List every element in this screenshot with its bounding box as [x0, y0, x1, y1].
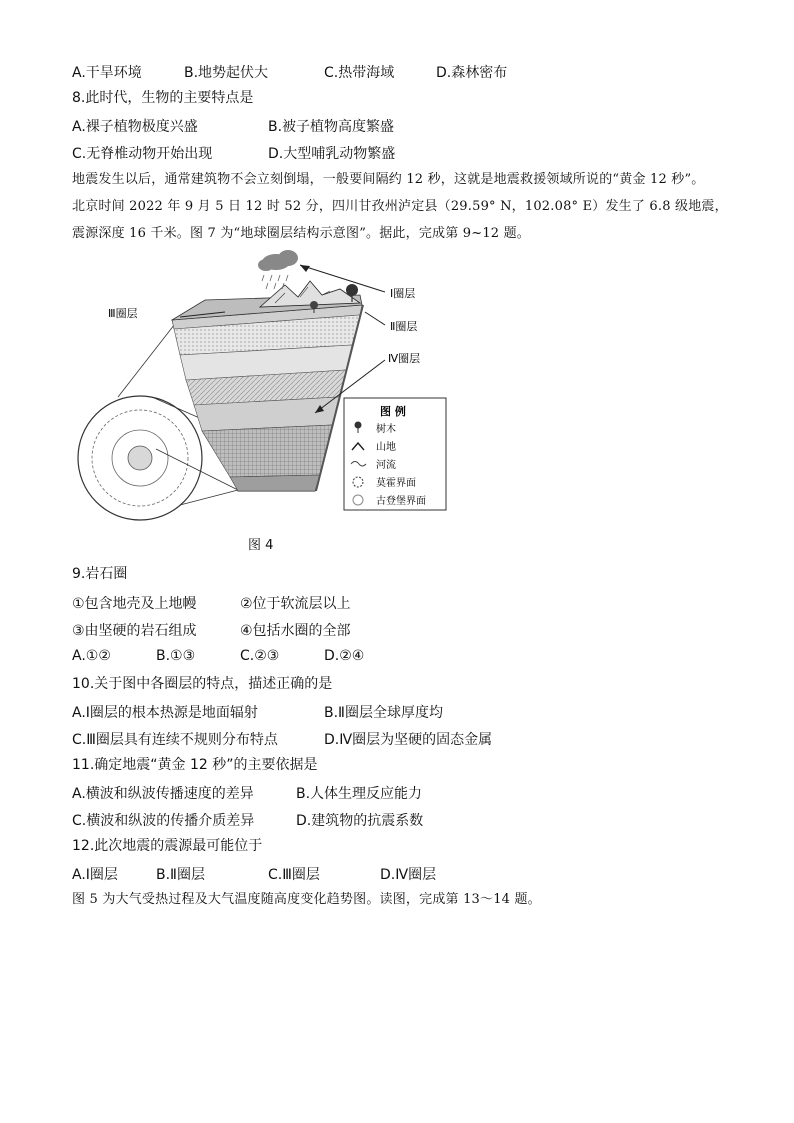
cloud-rain-icon	[258, 250, 298, 289]
q9-option-c[interactable]: C.②③	[240, 648, 280, 664]
q10-stem: 10.关于图中各圈层的特点，描述正确的是	[72, 676, 333, 692]
intro-line-3: 震源深度 16 千米。图 7 为“地球圈层结构示意图”。据此，完成第 9~12 题。	[72, 226, 531, 241]
q11-option-c[interactable]: C.横波和纵波的传播介质差异	[72, 813, 255, 829]
earth-globe	[78, 396, 202, 520]
q8-option-d[interactable]: D.大型哺乳动物繁盛	[268, 146, 396, 162]
q12-option-b[interactable]: B.Ⅱ圈层	[156, 867, 205, 883]
q10-option-a[interactable]: A.Ⅰ圈层的根本热源是地面辐射	[72, 705, 258, 721]
legend-item-moho: 莫霍界面	[376, 478, 416, 489]
q11-option-b[interactable]: B.人体生理反应能力	[296, 786, 423, 802]
q10-option-d[interactable]: D.Ⅳ圈层为坚硬的固态金属	[324, 732, 493, 748]
q7-option-d[interactable]: D.森林密布	[436, 65, 508, 81]
q9-stem: 9.岩石圈	[72, 566, 128, 582]
legend	[344, 398, 446, 510]
q8-option-c[interactable]: C.无脊椎动物开始出现	[72, 146, 213, 162]
earth-layer-diagram	[60, 245, 480, 565]
intro-line-1: 地震发生以后，通常建筑物不会立刻倒塌，一般要间隔约 12 秒，这就是地震救援领域所说的“黄金 12 秒”。	[72, 172, 705, 187]
q12-stem: 12.此次地震的震源最可能位于	[72, 838, 263, 854]
q7-option-b[interactable]: B.地势起伏大	[184, 65, 269, 81]
intro-line-2: 北京时间 2022 年 9 月 5 日 12 时 52 分，四川甘孜州泸定县（29.59° N，102.08° E）发生了 6.8 级地震，	[72, 199, 728, 214]
q9-statement-3: ③由坚硬的岩石组成	[72, 623, 197, 639]
layer2-label: Ⅱ圈层	[390, 320, 418, 333]
legend-title: 图 例	[380, 405, 406, 418]
figure-caption: 图 4	[248, 538, 274, 553]
q11-option-a[interactable]: A.横波和纵波传播速度的差异	[72, 786, 254, 802]
layer3-label: Ⅲ圈层	[108, 307, 138, 320]
q7-option-c[interactable]: C.热带海域	[324, 65, 395, 81]
q12-option-d[interactable]: D.Ⅳ圈层	[380, 867, 437, 883]
q9-option-d[interactable]: D.②④	[324, 648, 365, 664]
q10-option-b[interactable]: B.Ⅱ圈层全球厚度均	[324, 705, 443, 721]
outro-text: 图 5 为大气受热过程及大气温度随高度变化趋势图。读图，完成第 13～14 题。	[72, 892, 541, 907]
q12-option-a[interactable]: A.Ⅰ圈层	[72, 867, 118, 883]
q9-option-a[interactable]: A.①②	[72, 648, 111, 664]
legend-item-river: 河流	[376, 460, 396, 471]
q9-statement-4: ④包括水圈的全部	[240, 623, 351, 639]
q12-option-c[interactable]: C.Ⅲ圈层	[268, 867, 320, 883]
q8-stem: 8.此时代，生物的主要特点是	[72, 90, 254, 106]
q8-option-b[interactable]: B.被子植物高度繁盛	[268, 119, 395, 135]
layer1-label: Ⅰ圈层	[390, 287, 416, 300]
q9-statement-1: ①包含地壳及上地幔	[72, 596, 197, 612]
layer4-label: Ⅳ圈层	[388, 352, 421, 365]
q11-stem: 11.确定地震“黄金 12 秒”的主要依据是	[72, 757, 318, 773]
q7-option-a[interactable]: A.干旱环境	[72, 65, 142, 81]
q8-option-a[interactable]: A.裸子植物极度兴盛	[72, 119, 198, 135]
q9-option-b[interactable]: B.①③	[156, 648, 196, 664]
q10-option-c[interactable]: C.Ⅲ圈层具有连续不规则分布特点	[72, 732, 278, 748]
q11-option-d[interactable]: D.建筑物的抗震系数	[296, 813, 424, 829]
legend-item-mountain: 山地	[376, 442, 396, 453]
legend-item-trees: 树木	[376, 424, 396, 435]
legend-item-gutenberg: 古登堡界面	[376, 496, 426, 507]
q9-statement-2: ②位于软流层以上	[240, 596, 351, 612]
